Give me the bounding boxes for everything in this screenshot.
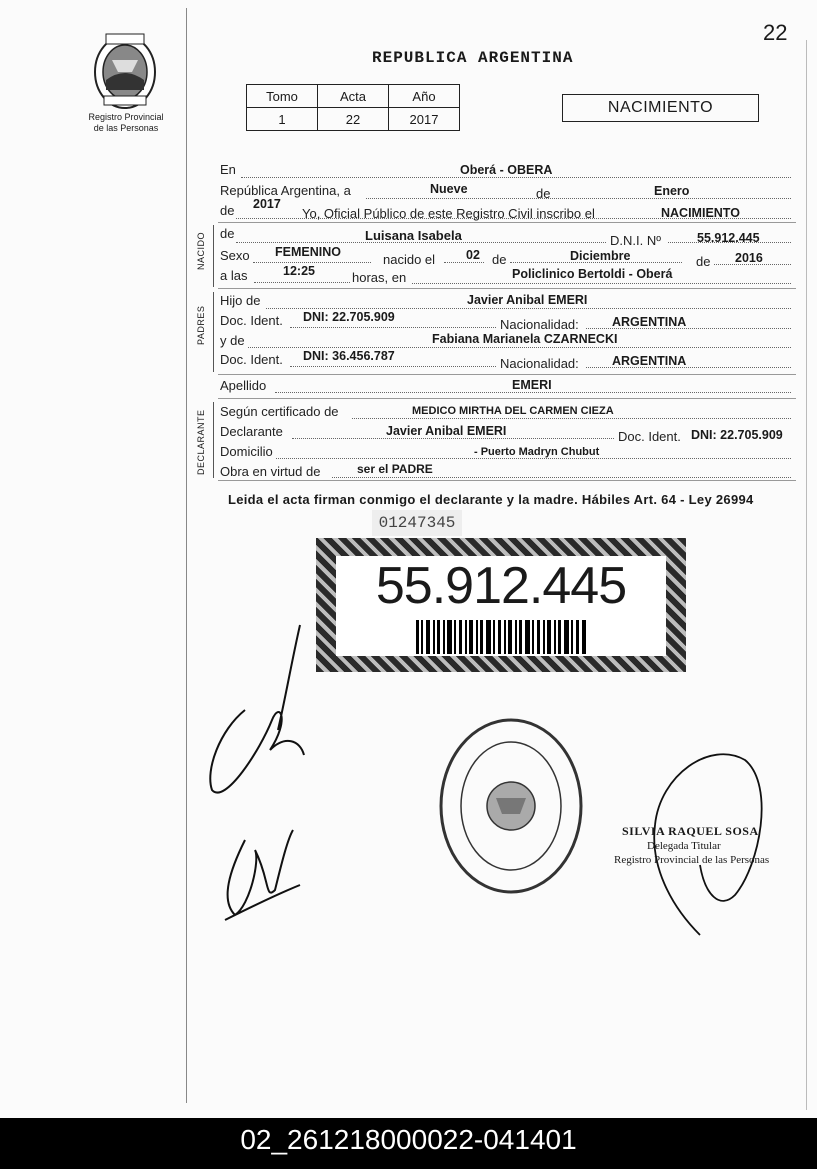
official-stamp [436, 714, 586, 898]
label-republica: República Argentina, a [220, 183, 351, 198]
label-y-de: y de [220, 333, 245, 348]
birth-place-value: Policlinico Bertoldi - Oberá [512, 267, 673, 281]
declarant-name-value: Javier Anibal EMERI [386, 424, 507, 438]
declarant-signature [200, 620, 320, 810]
dni-sticker [316, 538, 686, 672]
label-declarante: Declarante [220, 424, 283, 439]
province-emblem [92, 30, 158, 110]
place-value: Oberá - OBERA [460, 163, 553, 177]
section-label-nacido: NACIDO [196, 231, 206, 270]
label-sexo: Sexo [220, 248, 250, 263]
serial-number: 01247345 [372, 510, 462, 536]
dotted-line [292, 438, 614, 439]
month-value: Enero [654, 184, 690, 198]
father-doc-value: DNI: 22.705.909 [303, 310, 395, 324]
dotted-line [290, 327, 496, 328]
barcode [416, 620, 586, 654]
record-kind-value: NACIMIENTO [661, 206, 740, 220]
label-apellido: Apellido [220, 378, 267, 393]
address-value: - Puerto Madryn Chubut [474, 446, 600, 458]
registry-name-line2: de las Personas [93, 123, 159, 133]
dotted-line [266, 308, 791, 309]
label-de-birth-year: de [696, 254, 711, 269]
certificate-value: MEDICO MIRTHA DEL CARMEN CIEZA [412, 405, 614, 417]
child-dni-value: 55.912.445 [697, 231, 760, 245]
label-doc-ident-father: Doc. Ident. [220, 313, 283, 328]
label-dni: D.N.I. Nº [610, 233, 661, 248]
birth-year-value: 2016 [735, 251, 763, 265]
row-separator [218, 374, 796, 375]
label-nacionalidad-mother: Nacionalidad: [500, 356, 579, 371]
official-org: Registro Provincial de las Personas [614, 854, 770, 866]
label-doc-ident-declarant: Doc. Ident. [618, 429, 681, 444]
section-label-padres: PADRES [196, 305, 206, 345]
sex-value: FEMENINO [275, 245, 341, 259]
child-name-value: Luisana Isabela [365, 228, 462, 243]
official-role: Delegada Titular [647, 840, 721, 852]
document-title: REPUBLICA ARGENTINA [372, 49, 574, 67]
row-separator [218, 222, 796, 223]
section-divider [213, 402, 214, 478]
dotted-line [366, 198, 791, 199]
dotted-line [241, 177, 791, 178]
document-code-bar: 02_261218000022-041401 [0, 1118, 817, 1169]
left-margin-line [186, 8, 187, 1103]
label-oficial: Yo, Oficial Público de este Registro Civil inscribo el [302, 206, 595, 221]
dotted-line [412, 283, 791, 284]
dotted-line [352, 418, 791, 419]
record-table-cell: 22 [318, 108, 389, 131]
father-nationality-value: ARGENTINA [612, 315, 687, 329]
label-horas-en: horas, en [352, 270, 407, 285]
reason-value: ser el PADRE [357, 462, 433, 476]
declarant-doc-value: DNI: 22.705.909 [691, 428, 783, 442]
registry-name-line1: Registro Provincial [88, 112, 164, 122]
record-table-header: Tomo [247, 85, 318, 108]
dotted-line [290, 366, 496, 367]
label-de-year: de [220, 203, 235, 218]
label-obra: Obra en virtud de [220, 464, 321, 479]
dotted-line [254, 282, 350, 283]
section-divider [213, 225, 214, 287]
record-table-header: Acta [318, 85, 389, 108]
label-domicilio: Domicilio [220, 444, 273, 459]
row-separator [218, 480, 796, 481]
birth-month-value: Diciembre [570, 249, 631, 263]
label-doc-ident-mother: Doc. Ident. [220, 352, 283, 367]
label-en: En [220, 162, 236, 177]
label-nacionalidad-father: Nacionalidad: [500, 317, 579, 332]
mother-signature [215, 820, 305, 930]
page-number: 22 [763, 20, 788, 45]
dotted-line [275, 392, 791, 393]
mother-nationality-value: ARGENTINA [612, 354, 687, 368]
section-divider [213, 292, 214, 372]
father-name-value: Javier Anibal EMERI [467, 293, 588, 307]
label-de-name: de [220, 226, 235, 241]
mother-doc-value: DNI: 36.456.787 [303, 349, 395, 363]
row-separator [218, 288, 796, 289]
surname-value: EMERI [512, 378, 552, 392]
birth-day-value: 02 [466, 248, 480, 262]
official-name: SILVIA RAQUEL SOSA [622, 824, 759, 838]
record-table-cell: 2017 [389, 108, 460, 131]
dotted-line [444, 262, 484, 263]
label-de-month: de [492, 252, 507, 267]
right-margin-line [806, 40, 807, 1110]
label-a-las: a las [220, 268, 248, 283]
dotted-line [253, 262, 371, 263]
label-de: de [536, 186, 551, 201]
row-separator [218, 398, 796, 399]
section-label-declarante: DECLARANTE [196, 409, 206, 475]
birth-time-value: 12:25 [283, 264, 315, 278]
dotted-line [332, 477, 791, 478]
dni-sticker-panel [336, 556, 666, 656]
sticker-number: 55.912.445 [375, 557, 627, 615]
dotted-line [248, 347, 791, 348]
label-segun: Según certificado de [220, 404, 339, 419]
dotted-line [276, 458, 791, 459]
year-value: 2017 [253, 197, 281, 211]
day-words-value: Nueve [430, 182, 468, 196]
closing-statement: Leida el acta firman conmigo el declarante y la madre. Hábiles Art. 64 - Ley 26994 [228, 492, 754, 507]
mother-name-value: Fabiana Marianela CZARNECKI [432, 332, 618, 346]
record-table [246, 84, 460, 131]
label-nacido: nacido el [383, 252, 436, 267]
record-table-header: Año [389, 85, 460, 108]
record-type-box: NACIMIENTO [562, 94, 759, 122]
record-table-cell: 1 [247, 108, 318, 131]
registry-name [76, 112, 176, 134]
label-hijo-de: Hijo de [220, 293, 261, 308]
